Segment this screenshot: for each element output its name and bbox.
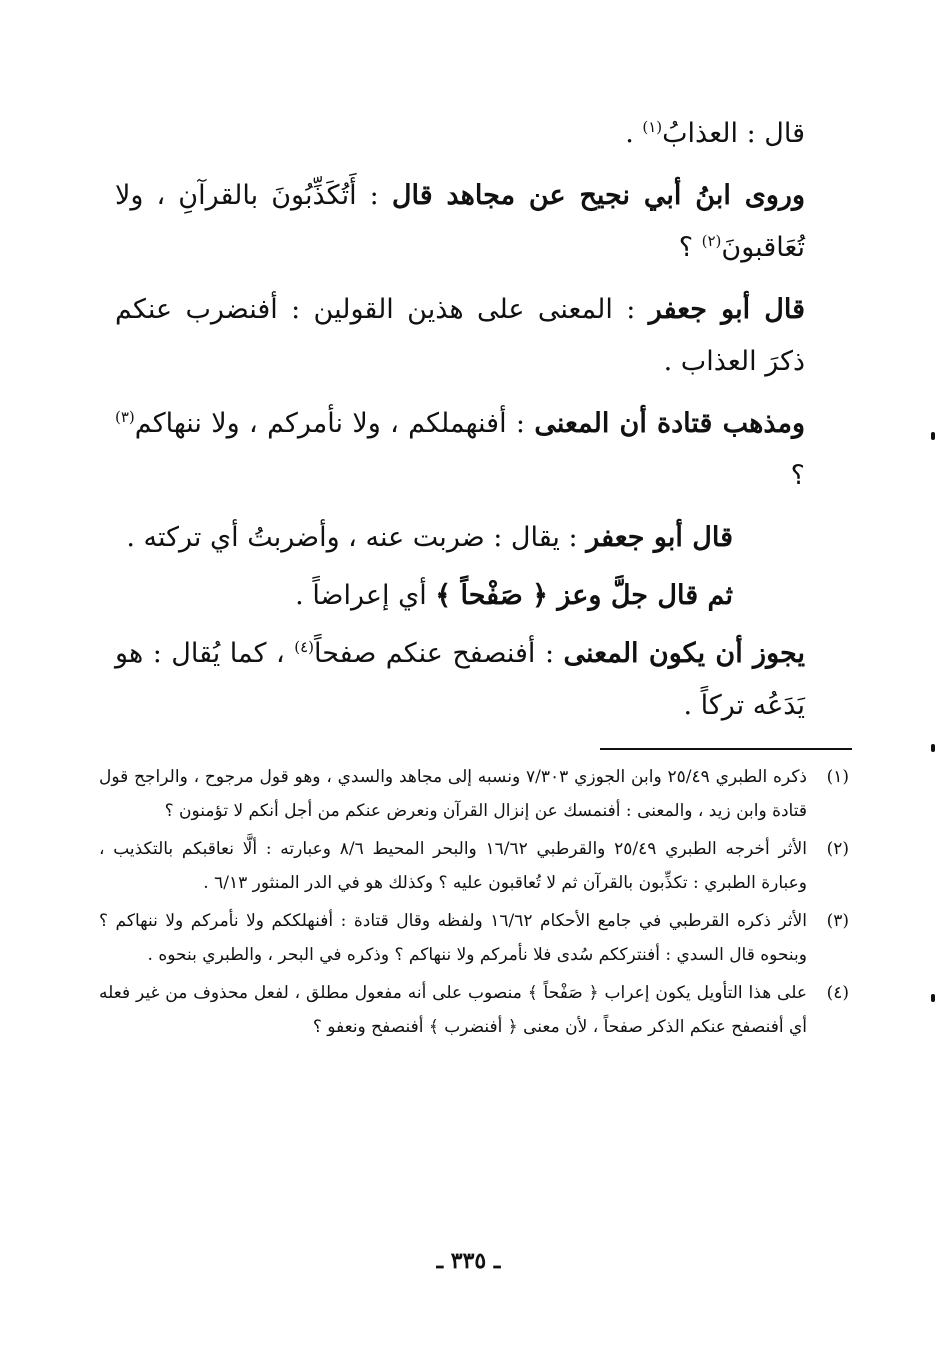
footnote-number: (٣) (826, 911, 849, 931)
footnote-2 (99, 832, 849, 900)
paragraph-7-end: ، كما يُقال : هو يَدَعُه تركاً . (115, 638, 805, 721)
footnote-number: (١) (826, 767, 849, 787)
paragraph-5-text: : يقال : ضربت عنه ، وأضربتُ أي تركته . (126, 522, 587, 553)
paragraph-7-bold: يجوز أن يكون المعنى (563, 638, 805, 669)
footnote-number: (٤) (826, 983, 849, 1003)
page-number: ـ ٣٣٥ ـ (436, 1248, 501, 1274)
footnote-ref-4: (٤) (294, 638, 314, 656)
footnote-ref-2: (٢) (701, 232, 722, 250)
footnote-ref-3: (٣) (115, 408, 135, 426)
footnote-number: (٢) (826, 839, 849, 859)
paragraph-5 (115, 512, 805, 564)
footnote-text: الأثر أخرجه الطبري ٢٥/٤٩ والقرطبي ١٦/٦٢ والبحر المحيط ٨/٦ وعبارته : ألَّا نعاقبكم بالتكذيب ، وعبارة الطبري : تكذِّبون بالقرآن ثم لا تُعاقبون عليه ؟ وكذلك هو في الدر المنثور ٦/١٣ . (99, 839, 807, 893)
paragraph-7 (115, 628, 805, 732)
paragraph-4 (115, 398, 805, 502)
paragraph-3 (115, 284, 805, 388)
paragraph-1 (115, 108, 805, 160)
scan-edge-mark (931, 744, 935, 752)
footnote-4 (99, 976, 849, 1044)
footnotes-block (99, 760, 849, 1048)
paragraph-6 (115, 570, 805, 622)
footnote-text: ذكره الطبري ٢٥/٤٩ وابن الجوزي ٧/٣٠٣ ونسبه إلى مجاهد والسدي ، وهو قول مرجوح ، والراجح قول قتادة وابن زيد ، والمعنى : أفنمسك عن إنزال القرآن ونعرض عنكم من أجل أنكم لا تؤمنون ؟ (99, 767, 807, 821)
paragraph-7-text: : أفنصفح عنكم صفحاً (314, 638, 564, 669)
paragraph-6-text: أي إعراضاً . (295, 580, 436, 611)
paragraph-1-end: . (625, 118, 643, 149)
paragraph-2-bold: وروى ابنُ أبي نجيح عن مجاهد قال (391, 180, 805, 211)
paragraph-3-text: : المعنى على هذين القولين : أفنضرب عنكم ذكرَ العذاب . (115, 294, 805, 377)
paragraph-4-end: ؟ (790, 460, 805, 491)
footnote-1 (99, 760, 849, 828)
paragraph-6-bold: ثم قال جلَّ وعز ﴿ صَفْحاً ﴾ (435, 580, 733, 611)
scan-edge-mark (931, 432, 935, 440)
paragraph-5-bold: قال أبو جعفر (586, 522, 733, 553)
footnote-divider (600, 748, 852, 750)
paragraph-1-text: قال : العذابُ (662, 118, 805, 149)
footnote-text: على هذا التأويل يكون إعراب ﴿ صَفْحاً ﴾ منصوب على أنه مفعول مطلق ، لفعل محذوف من غير فعله أي أفنصفح عنكم الذكر صفحاً ، لأن معنى ﴿ أفنضرب ﴾ أفنصفح ونعفو ؟ (99, 983, 807, 1037)
paragraph-3-bold: قال أبو جعفر (648, 294, 805, 325)
scan-edge-mark (931, 994, 935, 1002)
footnote-3 (99, 904, 849, 972)
footnote-ref-1: (١) (642, 118, 663, 136)
paragraph-2-end: ؟ (678, 232, 702, 263)
paragraph-4-bold: ومذهب قتادة أن المعنى (534, 408, 806, 439)
footnote-text: الأثر ذكره القرطبي في جامع الأحكام ١٦/٦٢ ولفظه وقال قتادة : أفنهلككم ولا نأمركم ولا ننهاكم ؟ وبنحوه قال السدي : أفنترككم سُدى فلا نأمركم ولا ننهاكم ؟ وذكره في البحر ، والطبري بنحوه . (99, 911, 807, 965)
paragraph-4-text: : أفنهملكم ، ولا نأمركم ، ولا ننهاكم (134, 408, 535, 439)
paragraph-2-text: : أَتُكَذِّبُونَ بالقرآنِ ، ولا تُعَاقبونَ (115, 180, 805, 263)
paragraph-2 (115, 170, 805, 274)
main-text-block (115, 108, 805, 742)
